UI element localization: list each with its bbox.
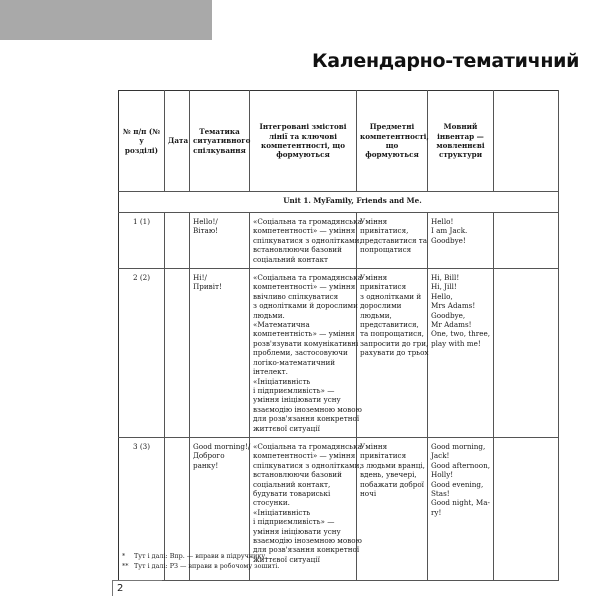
cell-line: play with me! xyxy=(431,338,481,348)
cell-line: взаємодію іноземною мовою xyxy=(253,536,362,545)
cell-line: Hi, Jill! xyxy=(431,282,457,292)
cell-line: і підприємливість» — xyxy=(253,385,335,395)
cell-line: людьми. xyxy=(253,310,285,320)
cell-line: Goodbye, xyxy=(431,310,466,320)
header-language-inventory: Мовний інвентар — мовленнєві структури xyxy=(428,91,494,192)
page-number: 2 xyxy=(112,580,162,596)
cell-line: інтелект. xyxy=(253,367,288,377)
cell-line: з однолітками й xyxy=(360,291,422,301)
cell-line: для розв'язання конкретної xyxy=(253,414,360,424)
cell-line: Jack! xyxy=(431,451,450,461)
cell-line: спілкуватися з однолітками, xyxy=(253,460,362,470)
cell-line: життєвої ситуації xyxy=(253,554,320,564)
cell-line: з однолітками й дорослими xyxy=(253,301,358,311)
page-title: Календарно-тематичний xyxy=(312,50,580,72)
cell-line: ry! xyxy=(431,507,442,517)
cell-line: компетентність» — уміння xyxy=(253,329,355,339)
cell-line: «Соціальна та громадянська xyxy=(253,273,362,283)
cell-line: привітатися, xyxy=(360,226,409,236)
cell-line: життєвої ситуації xyxy=(253,423,320,433)
cell-line: представитися та xyxy=(360,235,428,245)
cell-line: ночі xyxy=(360,488,377,498)
cell-line: Hello, xyxy=(431,291,453,301)
cell-line: встановлюючи базовий xyxy=(253,470,342,480)
cell-line: Hi!/ xyxy=(193,273,207,283)
cell-line: логіко-математичний xyxy=(253,357,336,367)
cell-line: компетентності» — уміння xyxy=(253,282,356,292)
footnote-mark: * xyxy=(122,552,126,560)
cell-line: компетентності» — уміння xyxy=(253,451,356,461)
header-integrated-lines: Інтегровані змістові лінії та ключові компетентності, що формуються xyxy=(250,91,357,192)
date-cell xyxy=(165,269,190,438)
cell-line: та попрощатися, xyxy=(360,329,424,339)
cell-line: і підприємливість» — xyxy=(253,517,335,527)
cell-line: уміння ініціювати усну xyxy=(253,526,341,536)
cell-line: уміння ініціювати усну xyxy=(253,395,341,405)
cell-line: з людьми вранці, xyxy=(360,460,425,470)
cell-line: попрощатися xyxy=(360,245,412,255)
subject-competences-cell xyxy=(357,213,428,269)
cell-line: «Ініціативність xyxy=(253,376,311,386)
integrated-lines-cell xyxy=(250,213,362,269)
cell-line: Stas! xyxy=(431,488,450,498)
cell-line: рахувати до трьох xyxy=(360,348,429,358)
footnotes xyxy=(122,551,279,571)
language-inventory-cell xyxy=(428,437,494,580)
cell-line: побажати доброї xyxy=(360,479,424,489)
cell-line: людьми, xyxy=(360,310,392,320)
footnote-text: Тут і далі: Впр. — вправи в підручнику. xyxy=(134,552,268,560)
header-band xyxy=(0,0,212,40)
cell-line: взаємодію іноземною мовою xyxy=(253,404,362,414)
cell-line: будувати товариські xyxy=(253,488,331,498)
cell-line: соціальний контакт xyxy=(253,254,329,264)
table-header-row xyxy=(119,91,559,192)
footnote-mark: ** xyxy=(122,562,129,570)
language-inventory-cell xyxy=(428,269,494,438)
cell-line: запросити до гри, xyxy=(360,338,429,348)
cell-line: Holly! xyxy=(431,470,454,480)
continued-cell xyxy=(494,269,559,438)
cell-line: Good morning!/ xyxy=(193,441,251,451)
theme-cell xyxy=(190,269,250,438)
cell-line: Mr Adams! xyxy=(431,320,472,330)
cell-line: компетентності» — уміння xyxy=(253,226,356,236)
date-cell xyxy=(165,213,190,269)
header-continued xyxy=(494,91,559,192)
lesson-number-cell: 3 (3) xyxy=(119,437,165,580)
cell-line: Уміння xyxy=(360,441,388,451)
cell-line: ранку! xyxy=(193,460,219,470)
subject-competences-cell xyxy=(357,437,428,580)
cell-line: проблеми, застосовуючи xyxy=(253,348,348,358)
cell-line: встановлюючи базовий xyxy=(253,245,342,255)
cell-line: Доброго xyxy=(193,451,225,461)
integrated-lines-cell xyxy=(250,269,362,438)
cell-line: дорослими xyxy=(360,301,402,311)
header-date: Дата xyxy=(165,91,190,192)
continued-cell xyxy=(494,437,559,580)
unit-title: Unit 1. MyFamily, Friends and Me. xyxy=(283,196,422,205)
cell-line: One, two, three, xyxy=(431,329,491,339)
footnote-text: Тут і далі: РЗ — вправи в робочому зошиті. xyxy=(134,562,280,570)
cell-line: Good night, Ma- xyxy=(431,498,490,508)
cell-line: Good morning, xyxy=(431,441,486,451)
lesson-number-cell: 2 (2) xyxy=(119,269,165,438)
cell-line: представитися, xyxy=(360,320,419,330)
cell-line: Goodbye! xyxy=(431,235,466,245)
continued-cell xyxy=(494,213,559,269)
unit-title-cell xyxy=(119,192,559,213)
cell-line: Уміння xyxy=(360,273,388,283)
cell-line: ввічливо спілкуватися xyxy=(253,291,339,301)
language-inventory-cell xyxy=(428,213,494,269)
cell-line: «Ініціативність xyxy=(253,507,311,517)
cell-line: «Соціальна та громадянська xyxy=(253,441,362,451)
footnote xyxy=(122,561,279,571)
theme-cell xyxy=(190,213,250,269)
lesson-row xyxy=(119,269,559,438)
cell-line: Hello!/ xyxy=(193,217,218,226)
cell-line: для розв'язання конкретної xyxy=(253,545,360,555)
cell-line: «Соціальна та громадянська xyxy=(253,217,362,226)
subject-competences-cell xyxy=(357,269,428,438)
lesson-number-cell: 1 (1) xyxy=(119,213,165,269)
cell-line: розв'язувати комунікативні xyxy=(253,338,359,348)
cell-line: Mrs Adams! xyxy=(431,301,476,311)
cell-line: Вітаю! xyxy=(193,226,218,236)
cell-line: Hi, Bill! xyxy=(431,273,460,283)
cell-line: Привіт! xyxy=(193,282,222,292)
header-subject-competences: Предметні компетентності, що формуються xyxy=(357,91,428,192)
cell-line: привітатися xyxy=(360,451,407,461)
lesson-row xyxy=(119,213,559,269)
cell-line: Good evening, xyxy=(431,479,484,489)
cell-line: «Математична xyxy=(253,320,310,330)
cell-line: I am Jack. xyxy=(431,226,468,236)
unit-row xyxy=(119,192,559,213)
cell-line: Good afternoon, xyxy=(431,460,491,470)
cell-line: привітатися xyxy=(360,282,407,292)
header-theme: Тематика ситуативного спілкування xyxy=(190,91,250,192)
cell-line: спілкуватися з однолітками, xyxy=(253,235,362,245)
cell-line: соціальний контакт, xyxy=(253,479,331,489)
cell-line: Hello! xyxy=(431,217,454,226)
cell-line: стосунки. xyxy=(253,498,290,508)
footnote xyxy=(122,551,279,561)
cell-line: вдень, увечері, xyxy=(360,470,417,480)
cell-line: Уміння xyxy=(360,217,388,226)
header-number: № п/п (№ у розділі) xyxy=(119,91,165,192)
calendar-plan-table xyxy=(118,90,559,581)
